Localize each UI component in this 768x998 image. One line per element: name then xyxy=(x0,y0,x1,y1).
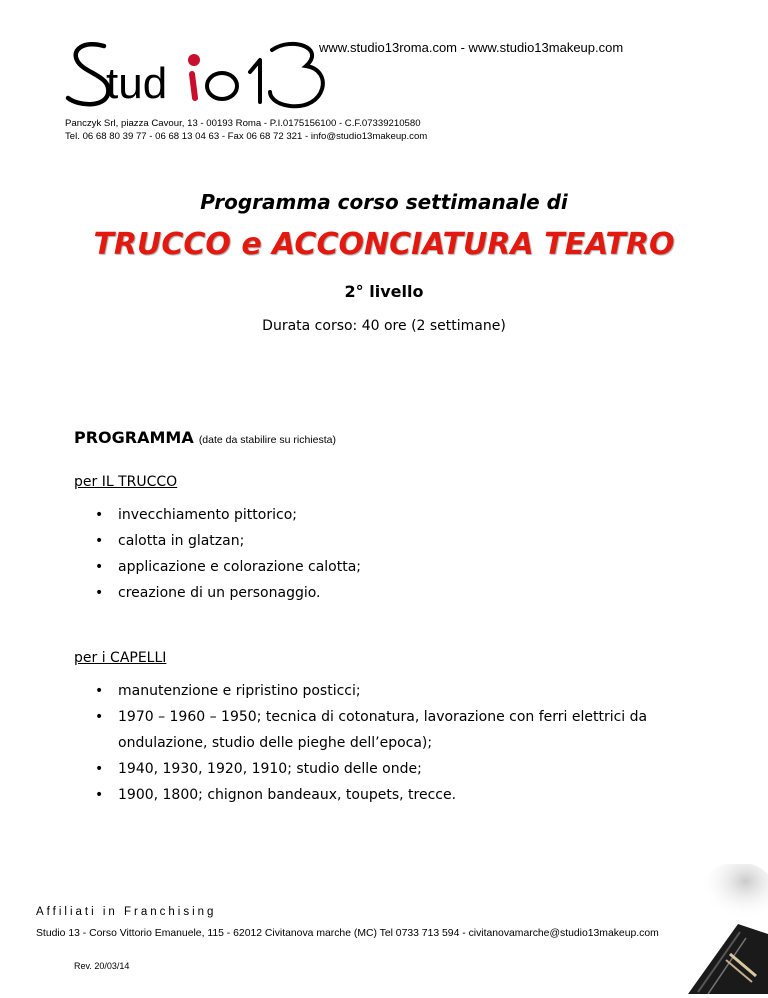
list-item: • calotta in glatzan; xyxy=(95,528,735,554)
title-line2: TRUCCO e ACCONCIATURA TEATRO xyxy=(93,227,675,262)
list-item: • creazione di un personaggio. xyxy=(95,580,735,606)
header-websites: www.studio13roma.com - www.studio13makeup.com xyxy=(319,40,624,55)
footer-affiliation: Affiliati in Franchising xyxy=(36,906,217,918)
revision-date: Rev. 20/03/14 xyxy=(74,961,130,971)
program-heading-row xyxy=(74,428,336,447)
course-duration: Durata corso: 40 ore (2 settimane) xyxy=(262,318,506,334)
list-item: • invecchiamento pittorico; xyxy=(95,502,735,528)
capelli-list xyxy=(95,678,735,808)
list-item: • applicazione e colorazione calotta; xyxy=(95,554,735,580)
header-contacts: Tel. 06 68 80 39 77 - 06 68 13 04 63 - Fax 06 68 72 321 - info@studio13makeup.com xyxy=(65,131,428,142)
makeup-brush-image xyxy=(668,864,768,994)
course-level: 2° livello xyxy=(344,282,424,301)
list-item: • 1970 – 1960 – 1950; tecnica di cotonatura, lavorazione con ferri elettrici da ondulazione, studio delle pieghe dell’epoca); xyxy=(95,704,735,756)
studio13-logo xyxy=(64,36,334,116)
capelli-heading: per i CAPELLI xyxy=(74,650,167,666)
trucco-heading: per IL TRUCCO xyxy=(74,474,178,490)
list-item: • 1900, 1800; chignon bandeaux, toupets, trecce. xyxy=(95,782,735,808)
title-line1: Programma corso settimanale di xyxy=(200,190,568,214)
trucco-list xyxy=(95,502,735,606)
header-address: Panczyk Srl, piazza Cavour, 13 - 00193 Roma - P.I.0175156100 - C.F.07339210580 xyxy=(65,118,421,129)
list-item: • manutenzione e ripristino posticci; xyxy=(95,678,735,704)
logo-graphic xyxy=(64,36,334,116)
program-heading: PROGRAMMA xyxy=(74,428,194,447)
list-item: • 1940, 1930, 1920, 1910; studio delle onde; xyxy=(95,756,735,782)
program-note: (date da stabilire su richiesta) xyxy=(198,434,336,446)
svg-text:tud: tud xyxy=(106,59,168,108)
footer-address: Studio 13 - Corso Vittorio Emanuele, 115 - 62012 Civitanova marche (MC) Tel 0733 713 594 - civitanovamarche@studio13makeup.com xyxy=(36,928,659,939)
